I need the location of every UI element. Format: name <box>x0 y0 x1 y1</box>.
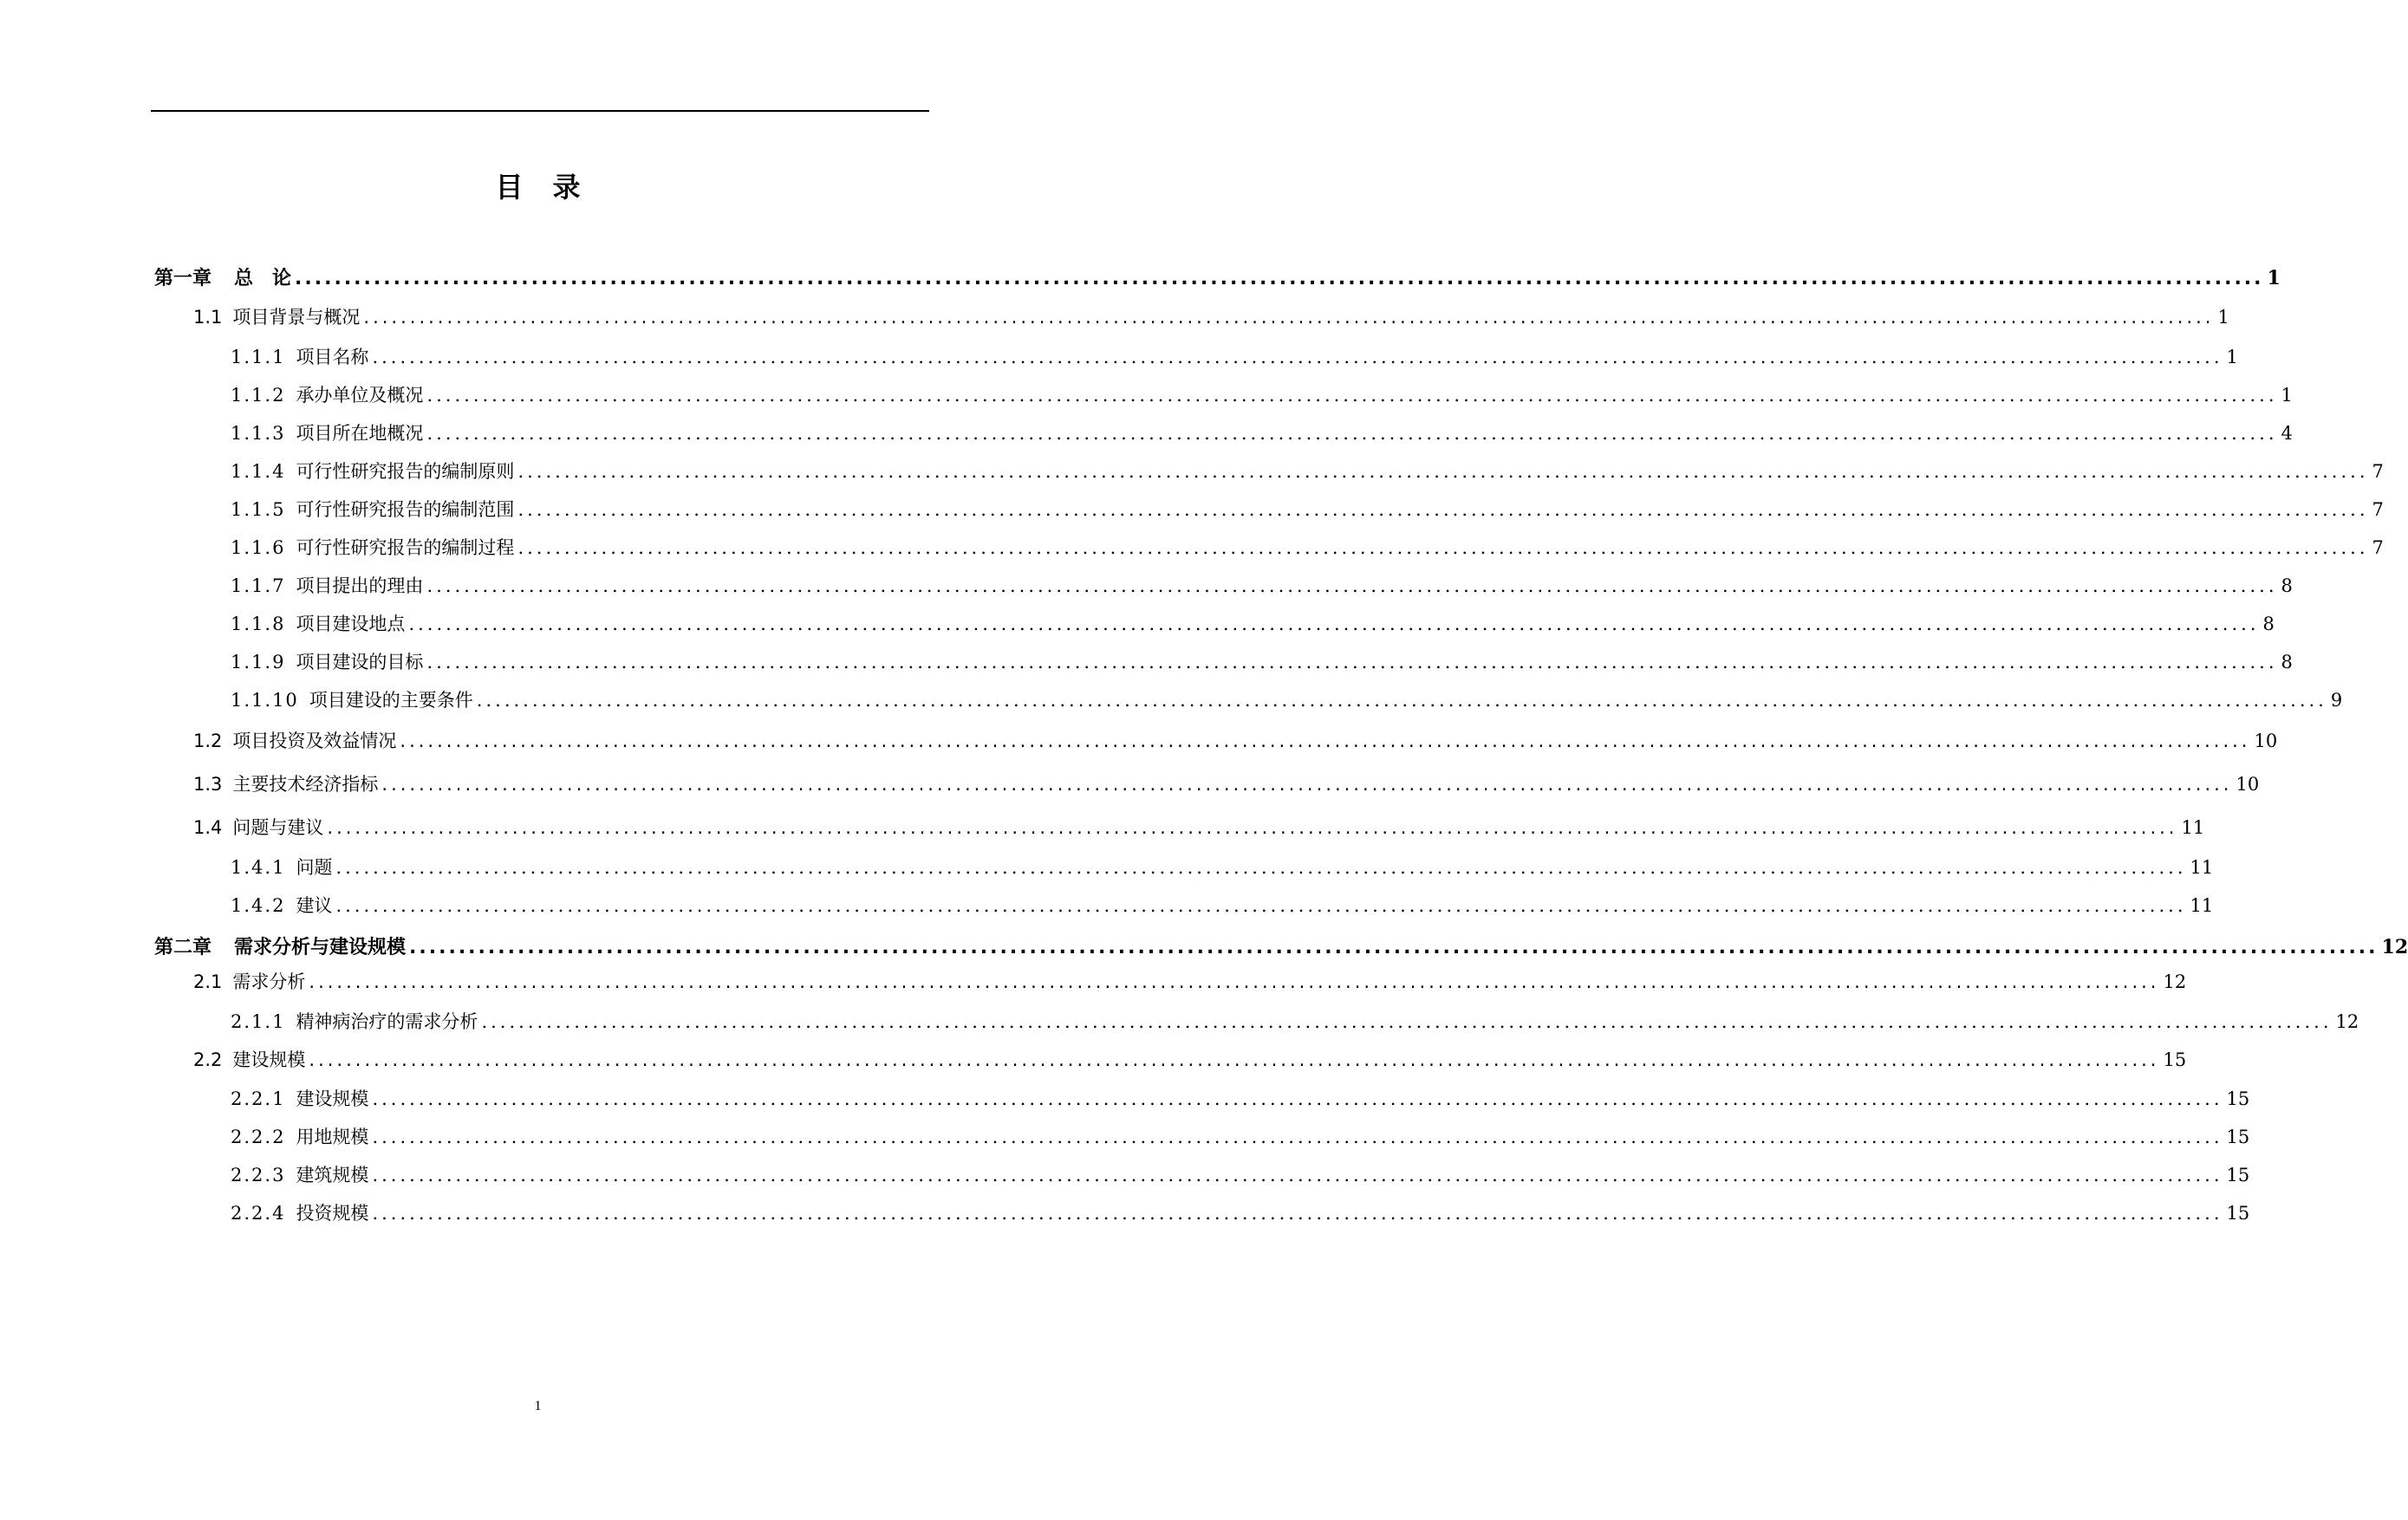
toc-entry-title: 项目建设的主要条件 <box>309 690 473 711</box>
toc-entry[interactable] <box>231 1124 2250 1150</box>
toc-dot-leader: ........................................................................................................................................................................................................ <box>309 1049 2160 1070</box>
toc-entry-label <box>193 969 305 995</box>
toc-entry-number: 2.2.3 <box>231 1165 286 1185</box>
toc-title: 目录 <box>495 171 610 204</box>
toc-entry-number: 2.2 <box>193 1049 223 1070</box>
toc-entry[interactable] <box>154 265 2281 291</box>
toc-entry-label <box>231 497 514 523</box>
toc-entry-title: 建设规模 <box>296 1088 369 1109</box>
toc-page-number: 11 <box>2190 857 2214 878</box>
toc-dot-leader: ........................................................................................................................................................................................................ <box>400 731 2251 751</box>
toc-page-number: 11 <box>2190 895 2214 916</box>
toc-page-number: 7 <box>2372 499 2384 520</box>
toc-entry-number: 第二章 <box>154 937 212 958</box>
toc-dot-leader: ........................................................................................................................................................................................................ <box>372 1165 2223 1185</box>
toc-entry-title: 可行性研究报告的编制过程 <box>296 537 515 558</box>
toc-entry-number: 1.1.3 <box>231 423 286 444</box>
toc-entry-number: 2.2.1 <box>231 1088 286 1109</box>
toc-entry-label <box>231 535 514 561</box>
toc-dot-leader: ........................................................................................................................................................................................................ <box>309 971 2160 992</box>
toc-entry-title: 问题与建议 <box>232 817 324 838</box>
toc-dot-leader: ........................................................................................................................................................................................................ <box>295 268 2264 289</box>
toc-entry-label <box>231 573 423 599</box>
toc-entry-label <box>231 1200 368 1226</box>
toc-page-number: 8 <box>2262 614 2275 634</box>
toc-page-number: 1 <box>2281 385 2293 406</box>
toc-entry-label <box>231 1124 368 1150</box>
toc-entry[interactable] <box>193 1047 2187 1073</box>
toc-entry-label <box>231 1086 368 1112</box>
toc-dot-leader: ........................................................................................................................................................................................................ <box>426 652 2278 672</box>
toc-page-number: 7 <box>2372 537 2384 558</box>
toc-entry-number: 1.1.9 <box>231 652 286 672</box>
toc-entry-title: 项目建设地点 <box>296 614 406 634</box>
toc-entry-label <box>231 382 423 408</box>
toc-page-number: 15 <box>2226 1165 2250 1185</box>
toc-page-number: 15 <box>2226 1203 2250 1224</box>
toc-entry-number: 2.1 <box>193 971 223 992</box>
toc-entry-number: 1.4.2 <box>231 895 286 916</box>
toc-dot-leader: ........................................................................................................................................................................................................ <box>409 937 2379 958</box>
toc-entry-label <box>154 266 291 292</box>
toc-page-number: 10 <box>2236 774 2260 795</box>
toc-entry-label <box>231 420 423 446</box>
toc-entry-label <box>231 649 423 675</box>
toc-entry-title: 精神病治疗的需求分析 <box>296 1011 478 1032</box>
toc-entry-title: 需求分析与建设规模 <box>234 937 407 958</box>
toc-entry-title: 主要技术经济指标 <box>232 774 379 795</box>
header-rule <box>151 110 929 112</box>
toc-page-number: 8 <box>2281 575 2293 596</box>
toc-entry-title: 承办单位及概况 <box>296 385 424 406</box>
toc-dot-leader: ........................................................................................................................................................................................................ <box>372 1203 2223 1224</box>
toc-entry-label <box>231 344 368 370</box>
toc-entry-label <box>154 935 406 961</box>
toc-dot-leader: ........................................................................................................................................................................................................ <box>372 1088 2223 1109</box>
toc-entry-label <box>193 728 396 754</box>
toc-entry-title: 项目名称 <box>296 347 369 367</box>
toc-entry-title: 项目投资及效益情况 <box>232 731 397 751</box>
toc-entry[interactable] <box>193 969 2187 995</box>
toc-entry-title: 建设规模 <box>232 1049 306 1070</box>
toc-page-number: 9 <box>2330 690 2343 711</box>
toc-entry-number: 1.1 <box>193 307 223 328</box>
toc-entry[interactable] <box>231 344 2238 370</box>
toc-page-number: 8 <box>2281 652 2293 672</box>
toc-entry-label <box>231 611 405 637</box>
toc-entry[interactable] <box>154 934 2408 960</box>
toc-entry-title: 项目背景与概况 <box>232 307 361 328</box>
toc-entry[interactable] <box>231 1162 2250 1188</box>
toc-entry-title: 可行性研究报告的编制原则 <box>296 461 515 482</box>
toc-entry-label <box>231 458 514 484</box>
toc-entry[interactable] <box>231 1086 2250 1112</box>
toc-entry[interactable] <box>231 573 2293 599</box>
toc-dot-leader: ........................................................................................................................................................................................................ <box>426 423 2278 444</box>
toc-entry[interactable] <box>193 815 2205 841</box>
toc-entry[interactable] <box>231 420 2293 446</box>
toc-page-number: 12 <box>2335 1011 2359 1032</box>
toc-entry-number: 1.1.6 <box>231 537 286 558</box>
toc-entry-label <box>231 687 473 713</box>
toc-entry-title: 项目建设的目标 <box>296 652 424 672</box>
toc-entry-label <box>231 893 332 919</box>
toc-dot-leader: ........................................................................................................................................................................................................ <box>381 774 2233 795</box>
toc-entry[interactable] <box>231 1200 2250 1226</box>
toc-page-number: 15 <box>2163 1049 2187 1070</box>
toc-dot-leader: ........................................................................................................................................................................................................ <box>335 895 2187 916</box>
toc-entry-title: 需求分析 <box>232 971 306 992</box>
toc-entry[interactable] <box>231 497 2384 523</box>
toc-dot-leader: ........................................................................................................................................................................................................ <box>426 575 2278 596</box>
toc-entry-number: 2.2.2 <box>231 1127 286 1147</box>
toc-entry[interactable] <box>193 304 2229 330</box>
toc-page-number: 1 <box>2226 347 2238 367</box>
toc-entry[interactable] <box>231 649 2293 675</box>
toc-entry[interactable] <box>231 382 2293 408</box>
toc-entry-number: 1.1.4 <box>231 461 286 482</box>
toc-entry-title: 可行性研究报告的编制范围 <box>296 499 515 520</box>
toc-dot-leader: ........................................................................................................................................................................................................ <box>327 817 2178 838</box>
toc-entry-label <box>193 304 360 330</box>
page-number: 1 <box>534 1399 542 1413</box>
toc-entry-number: 1.1.7 <box>231 575 286 596</box>
toc-entry-label <box>193 815 323 841</box>
toc-entry[interactable] <box>193 728 2278 754</box>
toc-entry-number: 1.1.5 <box>231 499 286 520</box>
toc-entry-number: 1.3 <box>193 774 223 795</box>
toc-dot-leader: ........................................................................................................................................................................................................ <box>363 307 2215 328</box>
toc-entry-title: 项目所在地概况 <box>296 423 424 444</box>
toc-entry[interactable] <box>231 687 2343 713</box>
toc-entry-number: 1.1.10 <box>231 690 299 711</box>
toc-page-number: 7 <box>2372 461 2384 482</box>
toc-dot-leader: ........................................................................................................................................................................................................ <box>372 347 2223 367</box>
toc-entry-number: 1.4 <box>193 817 223 838</box>
toc-dot-leader: ........................................................................................................................................................................................................ <box>426 385 2278 406</box>
toc-entry[interactable] <box>231 854 2214 880</box>
toc-entry-label <box>231 1009 478 1035</box>
toc-entry-number: 1.4.1 <box>231 857 286 878</box>
toc-page-number: 1 <box>2267 267 2281 289</box>
toc-dot-leader: ........................................................................................................................................................................................................ <box>408 614 2260 634</box>
toc-entry[interactable] <box>231 458 2384 484</box>
toc-entry-title: 问题 <box>296 857 333 878</box>
toc-dot-leader: ........................................................................................................................................................................................................ <box>517 499 2369 520</box>
toc-page-number: 11 <box>2181 817 2205 838</box>
toc-entry[interactable] <box>231 893 2214 919</box>
toc-entry-title: 总 论 <box>234 268 292 289</box>
toc-entry-number: 第一章 <box>154 268 212 289</box>
toc-entry[interactable] <box>193 771 2260 797</box>
toc-dot-leader: ........................................................................................................................................................................................................ <box>335 857 2187 878</box>
toc-entry-number: 1.1.2 <box>231 385 286 406</box>
toc-entry-number: 2.1.1 <box>231 1011 286 1032</box>
toc-dot-leader: ........................................................................................................................................................................................................ <box>517 537 2369 558</box>
toc-entry-label <box>231 1162 368 1188</box>
toc-dot-leader: ........................................................................................................................................................................................................ <box>481 1011 2333 1032</box>
toc-page-number: 4 <box>2281 423 2293 444</box>
toc-entry-label <box>193 771 378 797</box>
toc-page-number: 1 <box>2217 307 2229 328</box>
toc-dot-leader: ........................................................................................................................................................................................................ <box>517 461 2369 482</box>
toc-entry-number: 1.2 <box>193 731 223 751</box>
toc-entry-label <box>231 854 332 880</box>
toc-entry-title: 建议 <box>296 895 333 916</box>
toc-dot-leader: ........................................................................................................................................................................................................ <box>476 690 2327 711</box>
toc-entry-label <box>193 1047 305 1073</box>
toc-entry-title: 建筑规模 <box>296 1165 369 1185</box>
toc-entry[interactable] <box>231 1009 2359 1035</box>
toc-page-number: 10 <box>2254 731 2278 751</box>
toc-entry-title: 项目提出的理由 <box>296 575 424 596</box>
toc-entry-number: 1.1.8 <box>231 614 286 634</box>
toc-page-number: 12 <box>2381 936 2408 958</box>
toc-entry-title: 用地规模 <box>296 1127 369 1147</box>
toc-page-number: 12 <box>2163 971 2187 992</box>
toc-entry-number: 2.2.4 <box>231 1203 286 1224</box>
toc-entry-title: 投资规模 <box>296 1203 369 1224</box>
toc-page-number: 15 <box>2226 1088 2250 1109</box>
toc-entry-number: 1.1.1 <box>231 347 286 367</box>
toc-entry[interactable] <box>231 535 2384 561</box>
toc-entry[interactable] <box>231 611 2275 637</box>
toc-dot-leader: ........................................................................................................................................................................................................ <box>372 1127 2223 1147</box>
toc-page-number: 15 <box>2226 1127 2250 1147</box>
